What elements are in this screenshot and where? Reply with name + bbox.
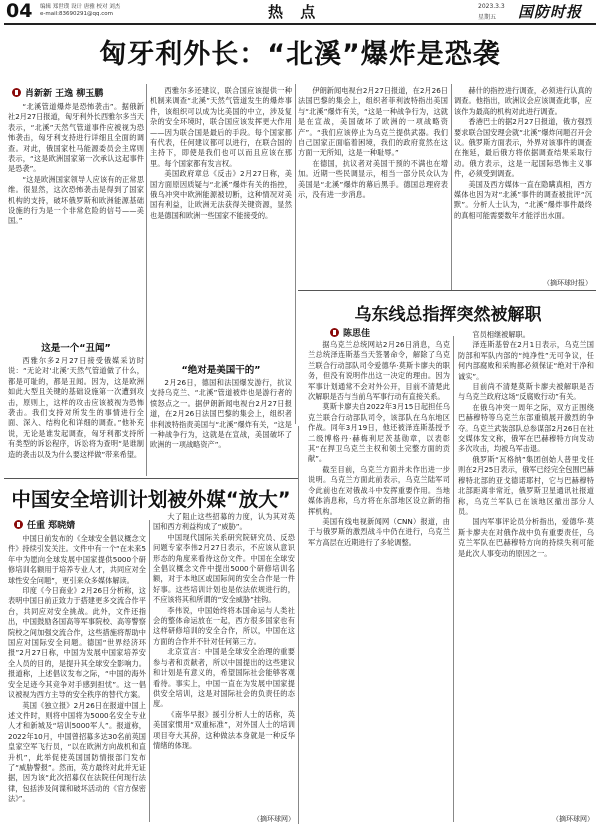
paragraph: 目前尚不清楚莫斯卡廖夫被解职是否与乌克兰政府这场“反腐败行动”有关。 xyxy=(458,382,594,402)
paragraph: 赫什的指控进行调查，必须进行认真的调查。他指出，欧洲议会应该调查此事，应该作为最高的机构对此进行调查。 xyxy=(454,86,592,116)
column-divider xyxy=(451,84,452,290)
paragraph: 李伟说，中国始终将本国命运与人类社会的整体命运放在一起，西方很多国家也有这样研修培训的安全合作，所以，中国在这方面的合作并不针对任何第三方。 xyxy=(153,605,295,646)
article2-headline: 中国安全培训计划被外媒“放大” xyxy=(11,488,291,511)
paragraph: 2月26日，德国和法国爆发游行，抗议支持乌克兰、“北溪”管道被炸也是游行者的愤怒点之一。据伊朗新闻电视台2月27日报道，在2月26日法国巴黎的集会上，组织者非利波特指责美国与“北溪”爆炸有关，“这是一种战争行为，这就是在宣战，美国破坏了欧洲的一项战略资产”。 xyxy=(150,378,292,450)
article1-col1 xyxy=(8,102,144,334)
article1-col4 xyxy=(454,86,592,274)
column-divider xyxy=(146,84,147,476)
article1-headline: 匈牙利外长：“北溪”爆炸是恐袭 xyxy=(99,39,501,70)
article1-subhead-1: 这是一个“丑闻” xyxy=(41,343,111,354)
article3-col1 xyxy=(308,340,450,822)
byline-mark-icon xyxy=(330,328,339,337)
article1-col2b xyxy=(150,378,292,450)
newspaper-logo: 国防时报 xyxy=(518,3,583,21)
byline-text: 肖新新 王逸 柳玉鹏 xyxy=(25,89,104,99)
paragraph: 美国政府章总《反击》2月27日称，美国方面原因质疑与“北溪”爆炸有关的指控，俄乌冲突中欧洲能源被切断，这种情况对美国有利益，让欧洲无法获得关键资源，显然也是德国和欧洲一些国家不能接受的。 xyxy=(150,169,292,220)
paragraph: 中国现代国际关系研究院研究员、反恐问题专家李伟2月27日表示，不应该从意识形态的角度来看待这份文件。中国在全球安全倡议概念文件中提出5000个研修培训名额，对于本地区或国际间的安全合作是一件好事。这些培训计划也是依法依规进行的，不应该将其和所谓的“安全威胁”挂钩。 xyxy=(153,532,295,605)
editor-line: 编辑 郑世璞 设计 唐雅 校对 刘杰 xyxy=(40,4,121,10)
paragraph: 《南华早报》援引分析人士的话称，英美国家惯用“双重标准”，对外国人士的培训项目夸大其辞，这种做法本身就是一种反华情绪的体现。 xyxy=(153,709,295,750)
article1-byline xyxy=(12,86,103,99)
article-divider xyxy=(298,290,596,291)
section-title: 热 点 xyxy=(268,3,322,21)
paragraph: 中国日前发布的《全球安全倡议概念文件》持续引发关注。文件中有一个“在未来5年中为愿向全球发展中国家提供5000个研修培训名额用于培养专业人才，共同应对全球性安全问题”，更引来众多媒体解读。 xyxy=(8,534,146,585)
page-number: 04 xyxy=(6,0,33,22)
article3-col2 xyxy=(458,330,594,812)
byline-mark-icon xyxy=(12,88,21,97)
article3-credit: （摘环球网） xyxy=(552,815,594,823)
masthead xyxy=(0,0,600,24)
paragraph: 莫斯卡廖夫自2022年3月15日起担任乌克兰联合行动部队司令，该部队在乌东地区作战。同年3月19日，他还被泽连斯基授予二级博格丹·赫梅利尼茨基勋章，以表彰其“在捍卫乌克兰主权和领土完整方面的贡献”。 xyxy=(308,402,450,464)
column-divider xyxy=(295,84,296,424)
article1-credit: （摘环球时报） xyxy=(543,279,592,287)
paragraph: 西雅尔多还建议，联合国应该提供一种机制来调查“北溪”天然气管道发生的爆炸事件，该组织可以成为比美国的中立，涉及复杂的安全环境时，联合国应该发挥更大作用——因为联合国是最后的手段。每个国家都有代表，任何建议都可以进行，在联合国的主持下，即使是我们也可以而且应该在那里。每个国家都有发言权。 xyxy=(150,86,292,168)
article3-byline xyxy=(330,326,370,339)
article1-col3 xyxy=(298,86,448,284)
paragraph: 印度《今日商业》2月26日分析称，这表明中国日前正致力于搭建更多交流合作平台，共同应对安全挑战。此外，文件还指出，中国鼓励各国高等军事院校、高等警察院校之间加强交流合作，这些措施将帮助中国应对国际安全问题。德国“世界经济环报”2月27日称，中国为发展中国家培养安全人员的目的，是提升其全球安全影响力。报道称，上述倡议发布之际，“中国的海外安全足迹今其竞争对手感到担忧”。这一倡议被视为西方主导的安全秩序的替代方案。 xyxy=(8,586,146,700)
paragraph: “这是欧洲国家领导人应该有的正常思维。很显然，这次恐怖袭击是得到了国家机构的支持，破坏俄罗斯和欧洲能源基础设施的行为是一个非常危险的信号——美国。” xyxy=(8,174,144,226)
paragraph: “北溪管道爆炸是恐怖袭击”。据俄新社2月27日报道，匈牙利外长西雅尔多当天表示，“北溪”天然气管道事件应被视为恐怖袭击，匈牙利支持进行详细且全面的调查。对此，俄国家杜马能源委员会主席则表示，“这是欧洲国家第一次承认这起事件是恐袭”。 xyxy=(8,102,144,174)
article2-credit: （摘环球网） xyxy=(253,815,295,823)
paragraph: 美国及西方媒体一直在隐瞒真相，西方媒体也因为对“北溪”事件的调查被批评“沉默”。分析人士认为，“北溪”爆炸事件最终的真相可能需要数年才能浮出水面。 xyxy=(454,179,592,220)
paragraph: 北京宣言：中国是全球安全治理的重要参与者和贡献者，所以中国提出的这些建议和计划是有意义的，希望国际社会能够客观看待。事实上，中国一直在为发展中国家提供安全培训，这是对国际社会的负责任的态度。 xyxy=(153,647,295,709)
paragraph: 国内军事评论员分析指出，爱德华·莫斯卡廖夫在对俄作战中负有重要责任，乌克兰军队在巴赫穆特方向的持续失利可能是此次人事变动的原因之一。 xyxy=(458,517,594,558)
byline-text: 任重 郑晓婧 xyxy=(27,521,76,531)
paragraph: 官员相继被解职。 xyxy=(472,330,530,339)
paragraph: 英国《独立报》2月26日在报道中国上述文件时，则将中国将为5000名安全专业人才和新城及“培训5000军人”。报道称，2022年10月，中国曾招募多达30名前英国皇家空军飞行员，“以在欧洲方向战机和直升机”，此举促使英国国防情报部门发布了“威胁警报”。然而，英方最终对此并无证据，因为该“此次招募仅在法院任何现行法律，包括涉及间谍和破坏活动的《官方保密法》”。 xyxy=(8,700,146,804)
article2-byline xyxy=(14,518,75,531)
article1-col2 xyxy=(150,86,292,282)
paragraph: 西雅尔多2月27日接受俄媒采访时说：“无论对‘北溪’天然气管道做了什么，都是可耻的，都是丑闻。因为，这是欧洲如此大型且关键的基础设施第一次遭到攻击，原则上，这样的攻击应该被视为恐怖袭击。我们支持对所发生的事情进行全面、深入、结构化和详细的调查。”他补充说，无论是谁发起调查，匈牙利都支持所有类型的诉讼程序，诉讼将为查明“是谁制造的袭击以及为什么要这样做”带来希望。 xyxy=(8,356,144,459)
section-divider xyxy=(298,426,299,824)
paragraph: 在俄乌冲突一周年之际，双方正围绕巴赫穆特等乌克兰东部重镇展开激烈的争夺。乌克兰武装部队总参谋部2月26日在社交媒体发文称，俄军在巴赫穆特方向发动多次攻击，均被乌军击退。 xyxy=(458,402,594,454)
column-divider xyxy=(453,336,454,822)
masthead-rule xyxy=(4,23,596,25)
paragraph: 香港巴士的据2月27日报道，俄方强烈要求联合国安理会就“北溪”爆炸问题召开会议。俄罗斯方面表示，外界对该事件的调查在拖延，最后俄方将依据调查结果采取行动。俄方表示，这是一起国际恐怖主义事件，必须受到调查。 xyxy=(454,117,592,179)
paragraph: 截至目前，乌克兰方面并未作出进一步说明。乌克兰方面此前表示，乌克兰陆军司令此前也在对俄战斗中发挥重要作用。当地媒体消息称，乌方将在东部地区设立新的指挥机构。 xyxy=(308,464,450,516)
paragraph: 在德国，抗议者对美国干预的不满也在增加。近期一些民调显示，相当一部分民众认为美国是“北溪”爆炸的幕后黑手。德国总理府表示，没有进一步消息。 xyxy=(298,158,448,200)
article2-col1 xyxy=(8,534,146,824)
issue-date: 2023.3.3 xyxy=(478,3,505,10)
paragraph: 美国有线电视新闻网（CNN）报道，由于与俄罗斯的激烈战斗中仍在进行，乌克兰军方高层在近期进行了多轮调整。 xyxy=(308,516,450,547)
paragraph: 伊朗新闻电视台2月27日报道，在2月26日法国巴黎的集会上，组织者菲利波特指出美国与“北溪”爆炸有关，“这是一种战争行为，这就是在宣战，美国破坏了欧洲的一项战略资产”。“我们应该停止为乌克兰提供武器。我们自己国家正面临着困境，我们的政府竟然在这方面一无所知，这是一种耻辱。” xyxy=(298,86,448,158)
column-divider xyxy=(149,520,150,822)
email-line: e-mail:83690291@qq.com xyxy=(40,11,113,17)
paragraph: 据乌克兰总统网站2月26日消息，乌克兰总统泽连斯基当天签署命令，解除了乌克兰联合行动部队司令爱德华·莫斯卡廖夫的职务，但没有说明作出这一决定的理由。因为军事计划通常不会对外公开，目前不清楚此次解职是否与当前乌军事行动有直接关系。 xyxy=(308,340,450,402)
paragraph: 泽连斯基曾在2月1日表示，乌克兰国防部和军队内部的“纯净性”无可争议，任何内部腐败和采购都必须保证“绝对干净和诚实”。 xyxy=(458,340,594,381)
article1-subhead-2: “绝对是美国干的” xyxy=(181,365,261,376)
paragraph: 俄罗斯“瓦格纳”集团创始人普里戈任则在2月25日表示，俄军已经完全包围巴赫穆特北部的亚戈德诺耶村，它与巴赫穆特北部距离非常近，俄罗斯卫星通讯社报道称，乌克兰军队已在该地区撤出部分人员。 xyxy=(458,454,594,516)
paragraph: 大了阻止这些招募的力度，认为其对英国和西方利益构成了“威胁”。 xyxy=(153,512,295,532)
article3-headline: 乌东线总指挥突然被解职 xyxy=(354,305,542,325)
byline-text: 陈思佳 xyxy=(343,329,371,339)
article-divider xyxy=(4,478,298,479)
byline-mark-icon xyxy=(14,520,23,529)
issue-weekday: 星期五 xyxy=(478,14,497,21)
article2-col2 xyxy=(153,512,295,814)
article1-col1b xyxy=(8,356,144,474)
